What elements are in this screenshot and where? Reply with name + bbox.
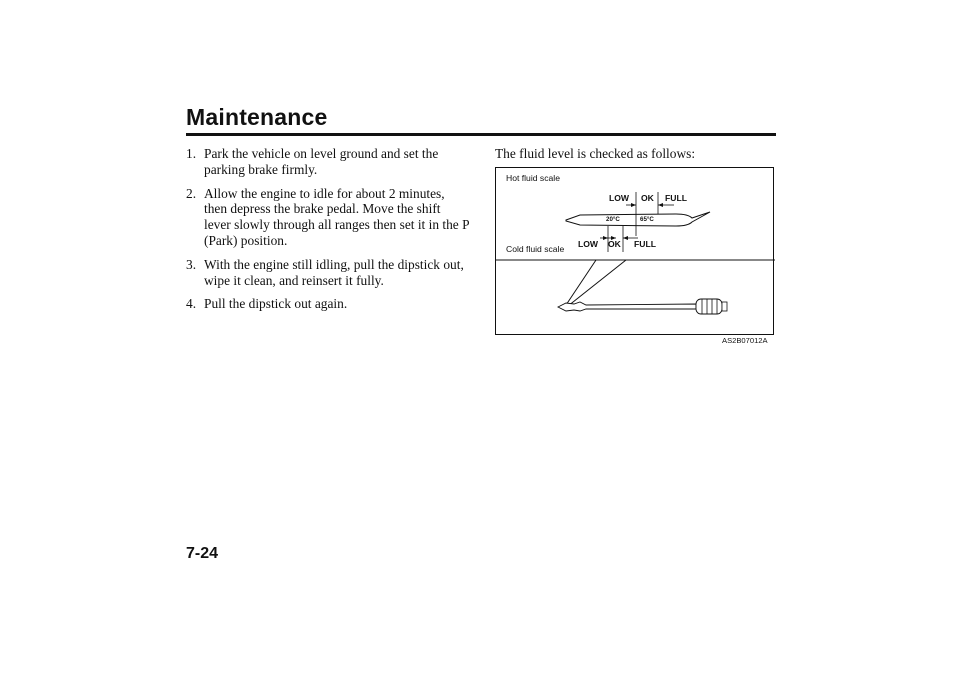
callout-line (568, 260, 626, 306)
cold-low-label: LOW (578, 239, 599, 249)
step-text: Allow the engine to idle for about 2 minutes, then depress the brake pedal. Move the shift lever slowly through all ranges then set it in the P (Park) position. (204, 185, 470, 248)
cold-ok-label: OK (608, 239, 621, 249)
header-rule (186, 133, 776, 136)
temp-hot-label: 65°C (640, 216, 654, 223)
step-text: Park the vehicle on level ground and set the parking brake firmly. (204, 146, 439, 177)
step-number: 2. (186, 185, 197, 201)
procedure-steps (186, 146, 470, 320)
step-text: With the engine still idling, pull the dipstick out, wipe it clean, and reinsert it fully. (204, 256, 464, 288)
callout-line (566, 260, 596, 305)
step-number: 1. (186, 146, 197, 161)
step-item (186, 257, 470, 289)
step-item (186, 146, 470, 178)
hot-low-label: LOW (609, 193, 630, 203)
dipstick-body (558, 302, 696, 311)
dipstick-figure (495, 167, 774, 335)
figure-code: AS2B07012A (722, 336, 768, 345)
dipstick-handle (696, 299, 722, 314)
figure-intro: The fluid level is checked as follows: (495, 146, 696, 161)
dipstick-tip-magnified (566, 212, 710, 226)
temp-cold-label: 20°C (606, 216, 620, 223)
cold-fluid-scale-label: Cold fluid scale (506, 244, 565, 254)
step-text: Pull the dipstick out again. (204, 296, 348, 312)
step-item (186, 296, 470, 312)
section-title: Maintenance (186, 104, 328, 130)
step-number: 3. (186, 256, 197, 272)
hot-fluid-scale-label: Hot fluid scale (506, 173, 560, 183)
page-number: 7-24 (186, 545, 219, 562)
hot-full-label: FULL (665, 193, 687, 203)
step-number: 4. (186, 296, 197, 312)
cold-full-label: FULL (634, 239, 656, 249)
hot-ok-label: OK (641, 193, 654, 203)
step-item (186, 186, 470, 249)
